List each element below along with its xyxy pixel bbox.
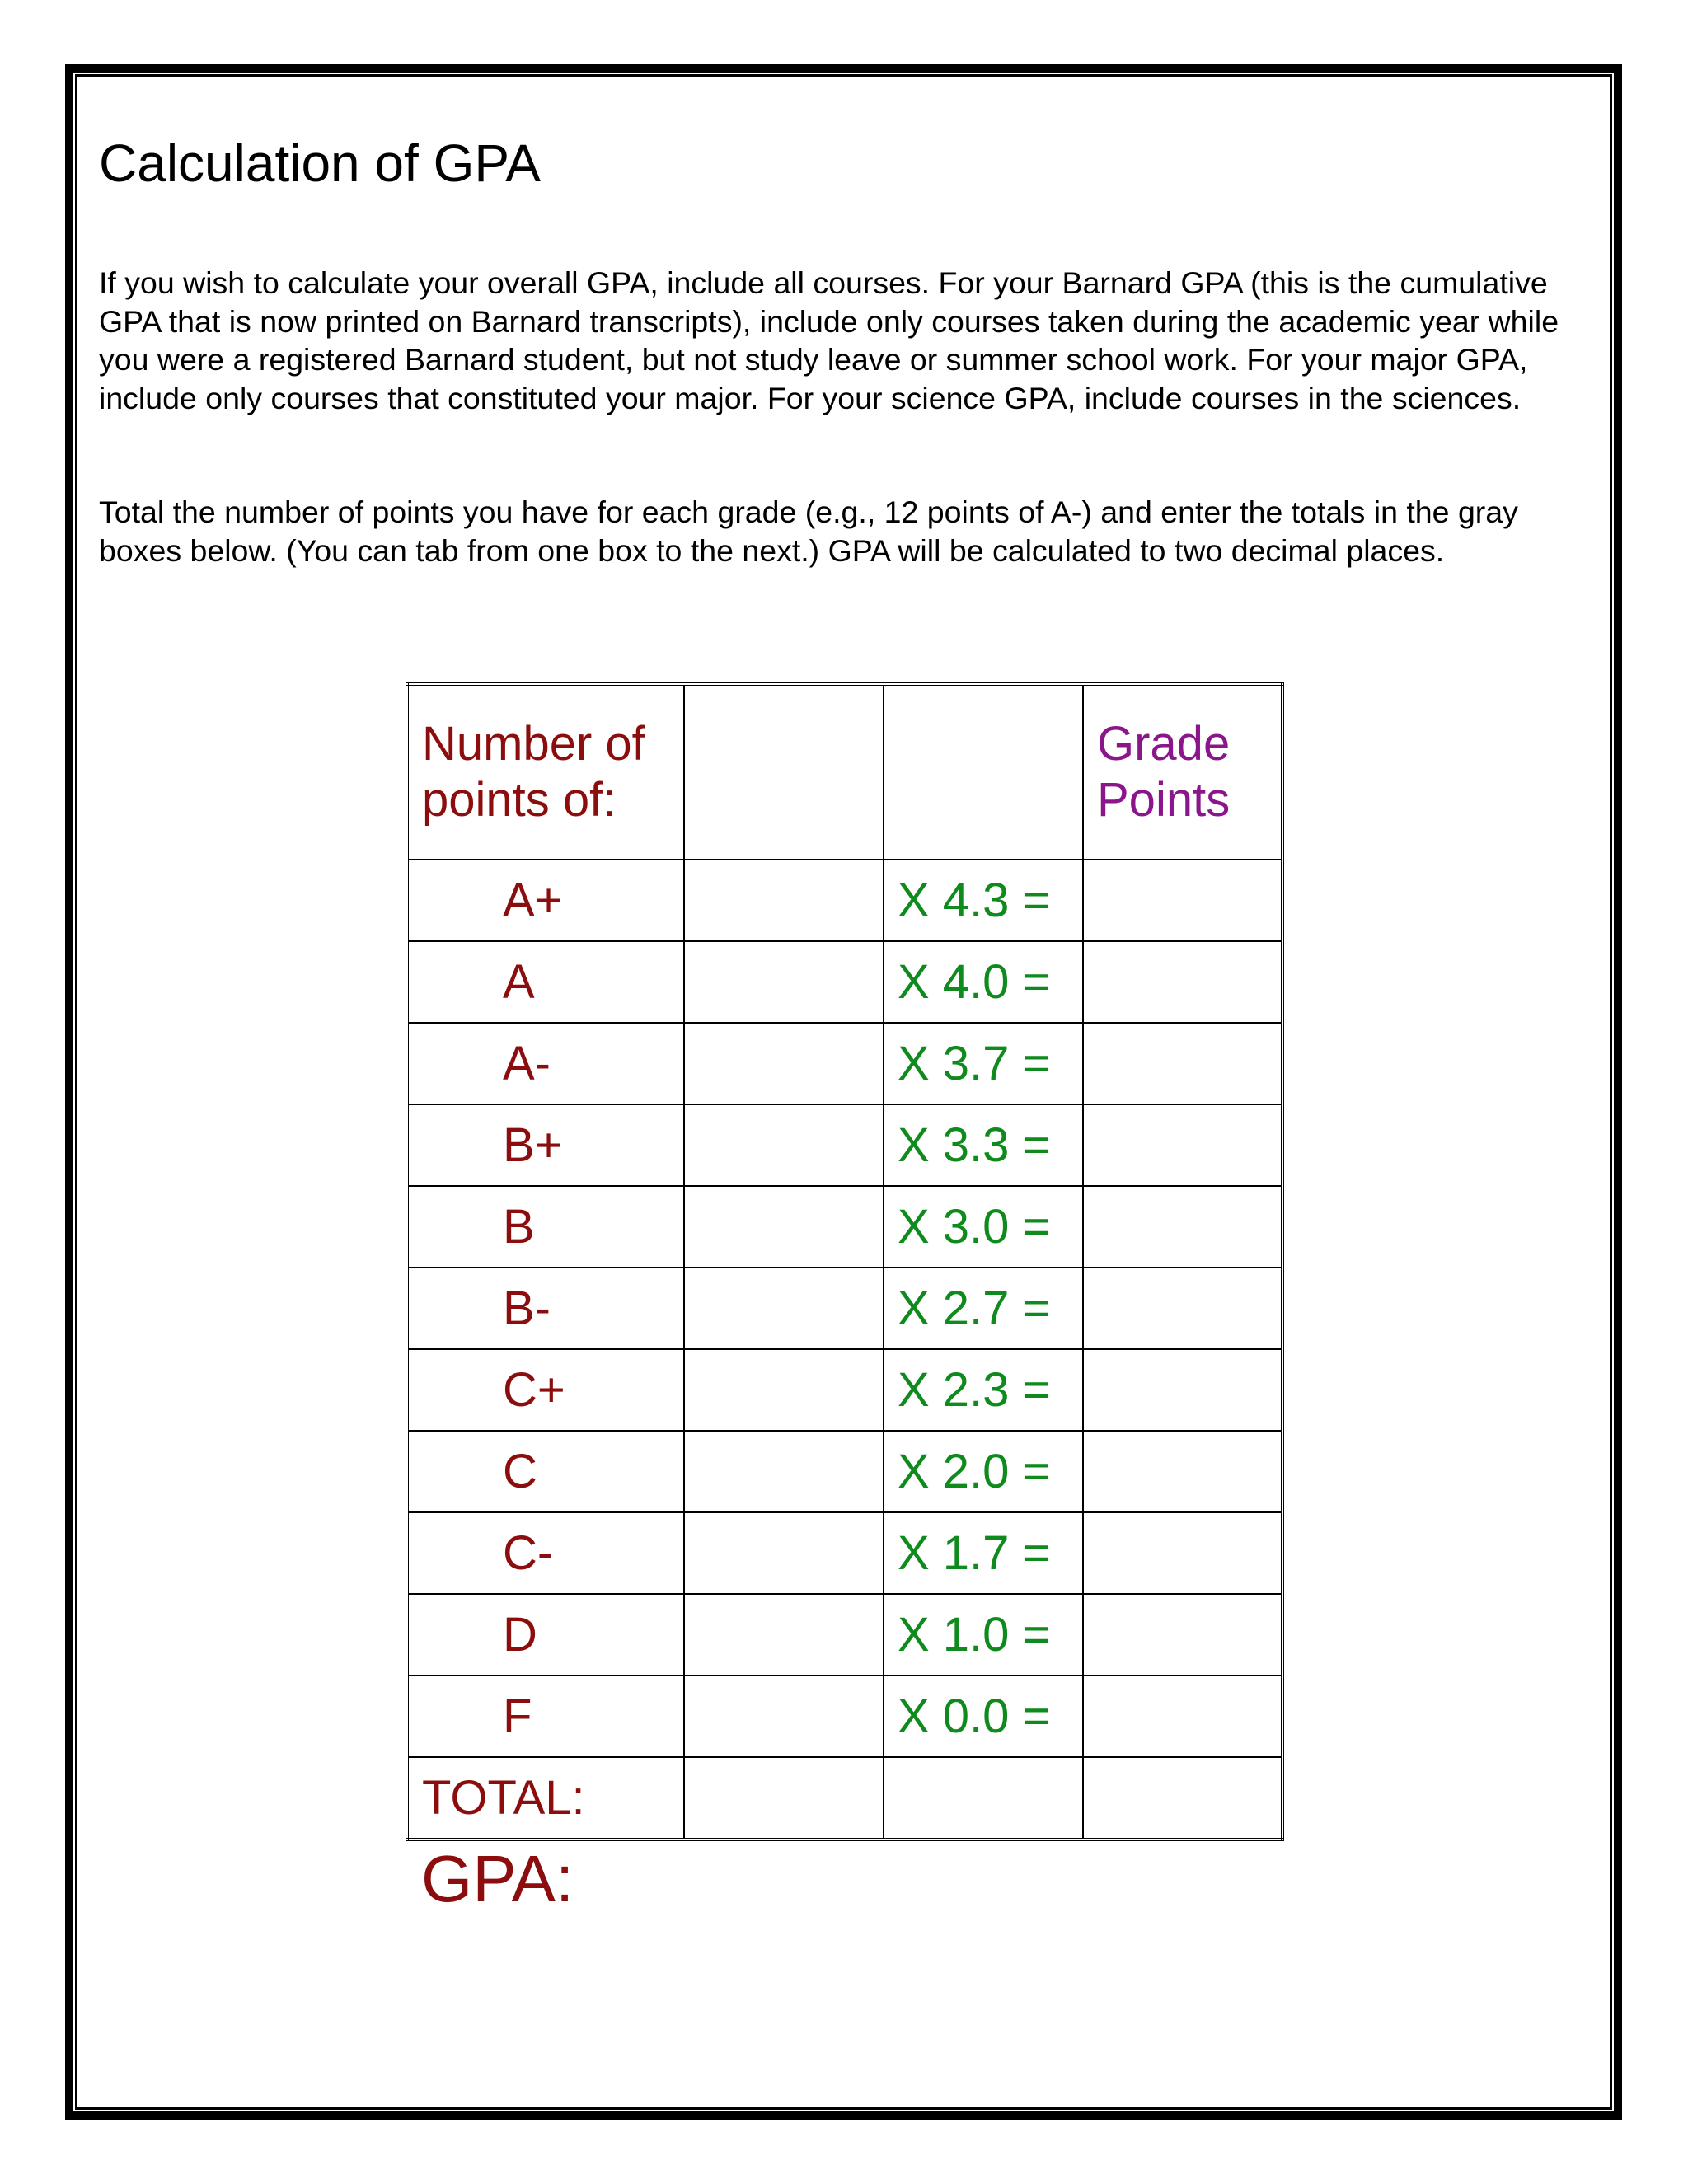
grade-points-cell <box>1083 1023 1282 1104</box>
table-row <box>407 1675 1282 1757</box>
header-blank-cell <box>884 684 1083 860</box>
header-blank-cell <box>684 684 884 860</box>
table-row <box>407 1268 1282 1349</box>
table-header-row <box>407 684 1282 860</box>
points-input-cell[interactable] <box>684 1186 884 1268</box>
grade-points-cell <box>1083 1512 1282 1594</box>
grade-points-cell <box>1083 1268 1282 1349</box>
multiplier-label: X 3.0 = <box>884 1186 1083 1268</box>
total-blank-cell <box>884 1757 1083 1840</box>
gpa-label: GPA: <box>421 1842 574 1915</box>
grade-points-cell <box>1083 860 1282 941</box>
multiplier-label: X 3.7 = <box>884 1023 1083 1104</box>
points-input-cell[interactable] <box>684 1675 884 1757</box>
points-input-cell[interactable] <box>684 1349 884 1431</box>
grade-points-cell <box>1083 941 1282 1023</box>
grade-label: B+ <box>407 1104 684 1186</box>
points-input-cell[interactable] <box>684 1431 884 1512</box>
instructions-paragraph-2: Total the number of points you have for each grade (e.g., 12 points of A-) and enter the totals in the gray boxes below. (You can tab from one box to the next.) GPA will be calculated to two decimal places. <box>99 494 1518 568</box>
grade-points-cell <box>1083 1186 1282 1268</box>
grade-points-cell <box>1083 1675 1282 1757</box>
multiplier-label: X 1.7 = <box>884 1512 1083 1594</box>
multiplier-label: X 4.3 = <box>884 860 1083 941</box>
table-row <box>407 941 1282 1023</box>
multiplier-label: X 3.3 = <box>884 1104 1083 1186</box>
total-grade-points-cell <box>1083 1757 1282 1840</box>
grade-label: A <box>407 941 684 1023</box>
points-input-cell[interactable] <box>684 1023 884 1104</box>
grade-label: A+ <box>407 860 684 941</box>
grade-points-cell <box>1083 1349 1282 1431</box>
instructions-paragraph-1: If you wish to calculate your overall GPA, include all courses. For your Barnard GPA (this is the cumulative GPA that is now printed on Barnard transcripts), include only courses taken during the academic year while you were a registered Barnard student, but not study leave or summer school work. For your major GPA, include only courses that constituted your major. For your science GPA, include courses in the sciences. <box>99 265 1559 415</box>
grade-label: D <box>407 1594 684 1675</box>
multiplier-label: X 4.0 = <box>884 941 1083 1023</box>
grade-points-cell <box>1083 1594 1282 1675</box>
table-row <box>407 860 1282 941</box>
points-input-cell[interactable] <box>684 1512 884 1594</box>
gpa-table <box>406 682 1284 1841</box>
multiplier-label: X 2.7 = <box>884 1268 1083 1349</box>
points-input-cell[interactable] <box>684 860 884 941</box>
table-row <box>407 1431 1282 1512</box>
multiplier-label: X 2.0 = <box>884 1431 1083 1512</box>
points-input-cell[interactable] <box>684 1268 884 1349</box>
grade-points-header: Grade Points <box>1083 684 1282 860</box>
grade-label: C- <box>407 1512 684 1594</box>
table-row <box>407 1104 1282 1186</box>
total-points-cell <box>684 1757 884 1840</box>
multiplier-label: X 2.3 = <box>884 1349 1083 1431</box>
total-row <box>407 1757 1282 1840</box>
grade-label: B <box>407 1186 684 1268</box>
points-input-cell[interactable] <box>684 1594 884 1675</box>
grade-label: C+ <box>407 1349 684 1431</box>
table-row <box>407 1023 1282 1104</box>
points-input-cell[interactable] <box>684 1104 884 1186</box>
grade-label: A- <box>407 1023 684 1104</box>
points-input-cell[interactable] <box>684 941 884 1023</box>
table-row <box>407 1512 1282 1594</box>
grade-label: B- <box>407 1268 684 1349</box>
grade-label: F <box>407 1675 684 1757</box>
points-header: Number of points of: <box>407 684 684 860</box>
grade-label: C <box>407 1431 684 1512</box>
page-title: Calculation of GPA <box>99 134 541 193</box>
multiplier-label: X 0.0 = <box>884 1675 1083 1757</box>
table-row <box>407 1349 1282 1431</box>
multiplier-label: X 1.0 = <box>884 1594 1083 1675</box>
table-row <box>407 1186 1282 1268</box>
table-row <box>407 1594 1282 1675</box>
total-label: TOTAL: <box>407 1757 684 1840</box>
grade-points-cell <box>1083 1431 1282 1512</box>
grade-points-cell <box>1083 1104 1282 1186</box>
